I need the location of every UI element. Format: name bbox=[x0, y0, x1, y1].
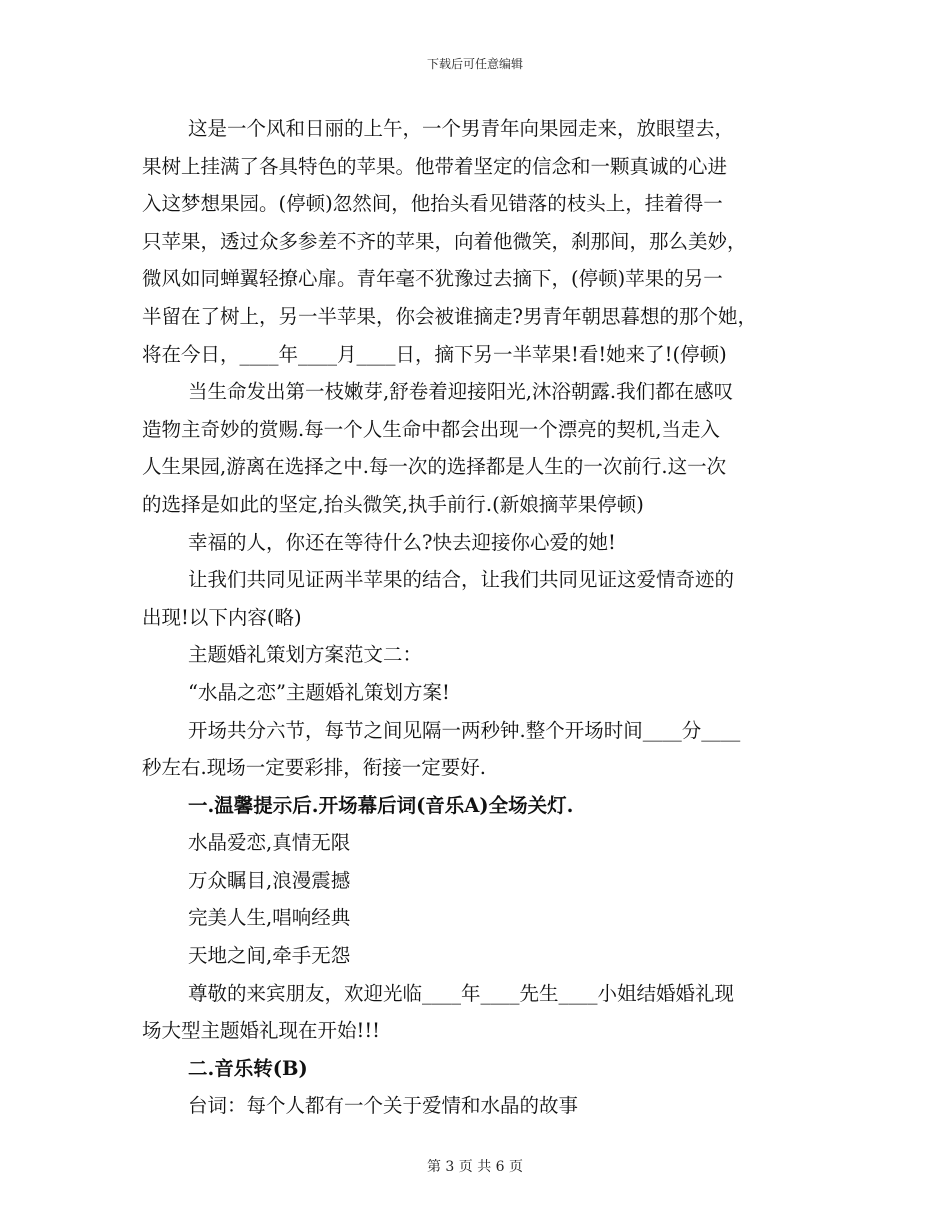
body-text-line: 幸福的人，你还在等待什么?快去迎接你心爱的她! bbox=[188, 530, 616, 554]
body-text-line: 只苹果，透过众多参差不齐的苹果，向着他微笑，刹那间，那么美妙， bbox=[142, 229, 747, 253]
body-text-line: 这是一个风和日丽的上午，一个男青年向果园走来，放眼望去， bbox=[188, 117, 735, 140]
body-text-line: 入这梦想果园。(停顿)忽然间，他抬头看见错落的枝头上，挂着得一 bbox=[142, 192, 723, 216]
body-text-line: 开场共分六节，每节之间见隔一两秒钟.整个开场时间____分____ bbox=[188, 718, 741, 742]
body-text-line: 果树上挂满了各具特色的苹果。他带着坚定的信念和一颗真诚的心进 bbox=[142, 154, 728, 178]
body-text-line: “水晶之恋”主题婚礼策划方案! bbox=[188, 680, 450, 704]
body-text-line: 出现!以下内容(略) bbox=[142, 605, 302, 629]
body-text-line: 将在今日，____年____月____日，摘下另一半苹果!看!她来了!(停顿) bbox=[142, 342, 727, 366]
section-heading: 二.音乐转(B) bbox=[188, 1056, 308, 1080]
body-text-line: 主题婚礼策划方案范文二： bbox=[188, 643, 423, 667]
body-text-line: 的选择是如此的坚定,抬头微笑,执手前行.(新娘摘苹果停顿) bbox=[142, 492, 644, 516]
body-text-line: 当生命发出第一枝嫩芽,舒卷着迎接阳光,沐浴朝露.我们都在感叹 bbox=[188, 380, 734, 404]
body-text-line: 微风如同蝉翼轻撩心扉。青年毫不犹豫过去摘下，(停顿)苹果的另一 bbox=[142, 267, 723, 291]
body-text-line: 天地之间,牵手无怨 bbox=[188, 944, 351, 968]
body-text-line: 水晶爱恋,真情无限 bbox=[188, 831, 351, 855]
body-text-line: 造物主奇妙的赏赐.每一个人生命中都会出现一个漂亮的契机,当走入 bbox=[142, 417, 720, 441]
document-body bbox=[142, 110, 814, 1125]
body-text-line: 万众瞩目,浪漫震撼 bbox=[188, 868, 351, 892]
page-header: 下载后可任意编辑 bbox=[426, 57, 523, 71]
page-footer: 第 3 页 共 6 页 bbox=[426, 1159, 524, 1175]
body-text-line: 让我们共同见证两半苹果的结合，让我们共同见证这爱情奇迹的 bbox=[188, 568, 735, 592]
body-text-line: 人生果园,游离在选择之中.每一次的选择都是人生的一次前行.这一次 bbox=[142, 455, 727, 479]
body-text-line: 秒左右.现场一定要彩排，衔接一定要好. bbox=[142, 756, 486, 780]
body-text-line: 台词：每个人都有一个关于爱情和水晶的故事 bbox=[188, 1094, 579, 1118]
body-text-line: 场大型主题婚礼现在开始!!! bbox=[142, 1019, 381, 1043]
body-text-line: 完美人生,唱响经典 bbox=[188, 906, 351, 930]
body-text-line: 尊敬的来宾朋友，欢迎光临____年____先生____小姐结婚婚礼现 bbox=[188, 981, 735, 1005]
body-text-line: 半留在了树上，另一半苹果，你会被谁摘走?男青年朝思暮想的那个她， bbox=[142, 304, 757, 328]
section-heading: 一.温馨提示后.开场幕后词(音乐A)全场关灯. bbox=[188, 793, 574, 817]
